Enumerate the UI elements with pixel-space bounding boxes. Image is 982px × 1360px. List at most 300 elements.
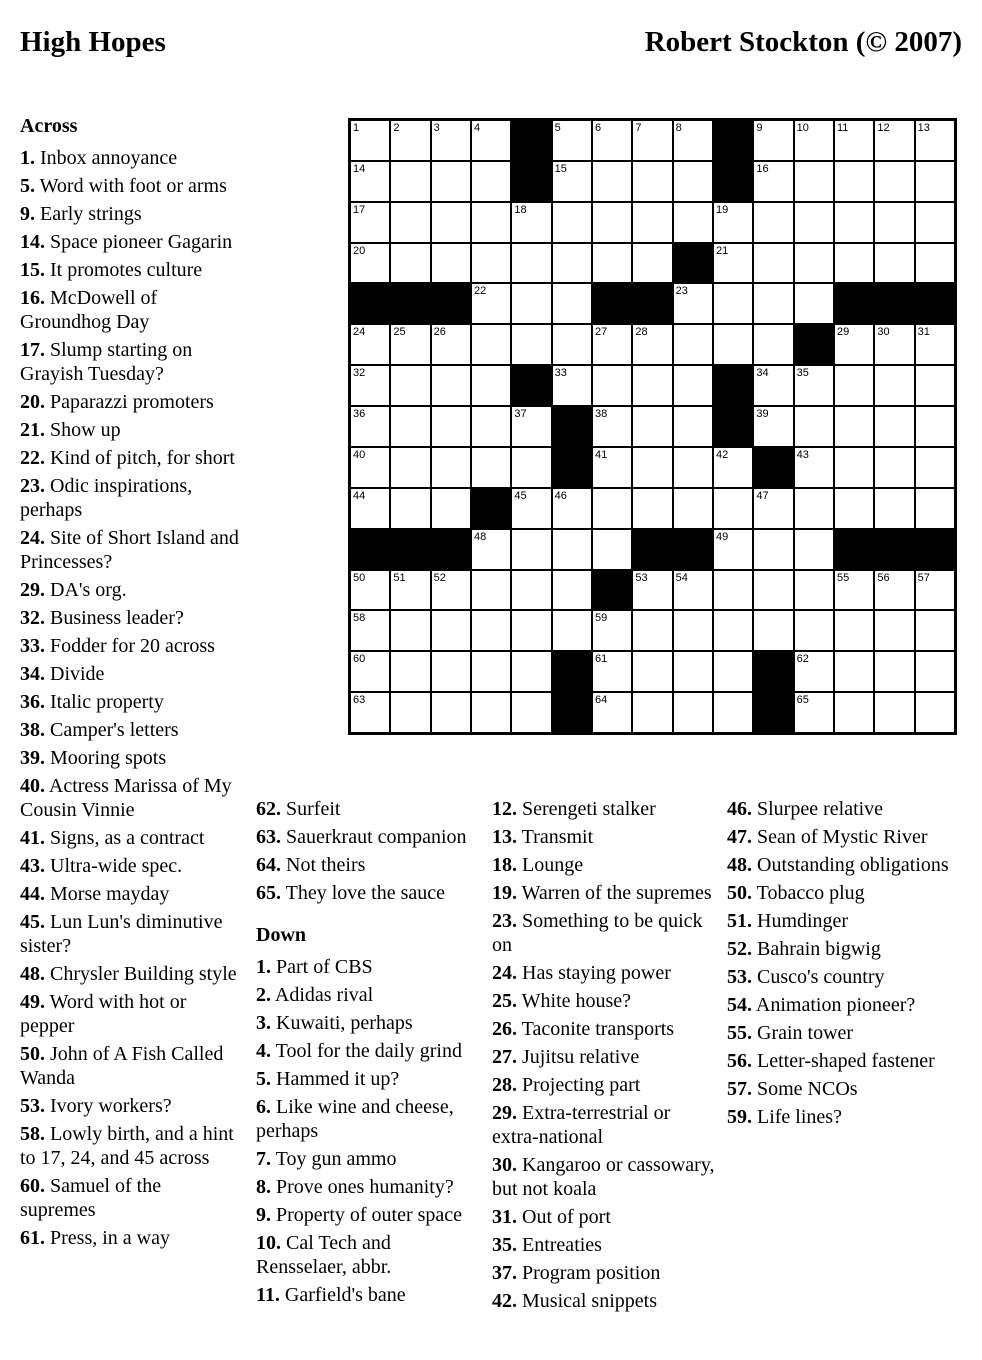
clue-number: 61. [20,1227,45,1249]
grid-cell[interactable] [835,407,873,446]
grid-cell[interactable] [553,366,591,405]
cell-number: 29 [836,326,850,339]
cell-number: 42 [715,448,729,461]
grid-cell[interactable] [553,571,591,610]
grid-cell[interactable] [795,489,833,528]
grid-cell[interactable] [835,244,873,283]
clue-down-42: 42. Musical snippets [492,1290,657,1312]
grid-cell[interactable] [512,652,550,691]
cell-number: 48 [473,530,487,543]
grid-cell[interactable] [795,652,833,691]
grid-cell[interactable] [553,489,591,528]
grid-cell[interactable] [391,203,429,242]
grid-cell-black [754,448,792,487]
grid-cell[interactable] [391,611,429,650]
grid-cell[interactable] [714,284,752,323]
grid-cell[interactable] [754,203,792,242]
grid-cell[interactable] [553,325,591,364]
clue-number: 19. [492,882,517,904]
clue-across-49: 49. Word with hot or pepper [20,991,187,1037]
grid-cell[interactable] [351,162,389,201]
grid-cell[interactable] [754,325,792,364]
grid-cell[interactable] [351,693,389,732]
grid-cell[interactable] [472,162,510,201]
grid-cell-black [633,284,671,323]
cell-number: 54 [675,571,688,584]
grid-cell[interactable] [351,325,389,364]
grid-cell-black [391,284,429,323]
grid-cell[interactable] [674,284,712,323]
grid-cell[interactable] [432,325,470,364]
grid-cell[interactable] [633,325,671,364]
grid-cell[interactable] [553,162,591,201]
clue-down-37: 37. Program position [492,1262,661,1284]
cell-number: 62 [796,653,809,666]
grid-cell[interactable] [593,530,631,569]
grid-cell[interactable] [916,407,954,446]
clue-number: 2. [256,984,271,1006]
grid-cell-black [553,448,591,487]
grid-cell[interactable] [432,121,470,160]
grid-cell-black [754,693,792,732]
clue-number: 8. [256,1176,271,1198]
clue-down-28: 28. Projecting part [492,1074,641,1096]
clue-number: 29. [20,579,45,601]
grid-cell[interactable] [714,693,752,732]
grid-cell[interactable] [472,407,510,446]
grid-cell[interactable] [391,244,429,283]
cell-number: 1 [353,122,360,134]
grid-cell[interactable] [714,489,752,528]
grid-cell[interactable] [593,611,631,650]
grid-cell-black [472,489,510,528]
grid-cell[interactable] [472,571,510,610]
grid-cell[interactable] [593,693,631,732]
grid-cell[interactable] [875,571,913,610]
grid-cell[interactable] [714,652,752,691]
grid-cell[interactable] [795,284,833,323]
grid-cell[interactable] [916,571,954,610]
clue-down-3: 3. Kuwaiti, perhaps [256,1012,413,1034]
grid-cell-black [835,530,873,569]
clue-across-58: 58. Lowly birth, and a hint to 17, 24, and 45 across [20,1123,234,1169]
grid-cell-black [714,162,752,201]
grid-cell[interactable] [472,611,510,650]
grid-cell[interactable] [714,611,752,650]
cell-number: 46 [554,489,567,502]
grid-cell[interactable] [512,325,550,364]
grid-cell-black [633,530,671,569]
grid-cell-black [512,162,550,201]
clue-number: 30. [492,1154,517,1176]
grid-cell[interactable] [875,162,913,201]
grid-cell[interactable] [553,284,591,323]
clue-across-65: 65. They love the sauce [256,882,446,904]
clue-across-15: 15. It promotes culture [20,259,203,281]
grid-cell[interactable] [472,284,510,323]
grid-cell[interactable] [674,407,712,446]
clue-number: 43. [20,855,45,877]
grid-cell[interactable] [795,693,833,732]
grid-cell[interactable] [633,571,671,610]
grid-cell[interactable] [754,489,792,528]
grid-cell[interactable] [835,693,873,732]
grid-cell[interactable] [916,244,954,283]
cell-number: 13 [917,122,930,134]
grid-cell[interactable] [633,121,671,160]
clue-number: 32. [20,607,45,629]
clue-across-41: 41. Signs, as a contract [20,827,205,849]
grid-cell[interactable] [674,121,712,160]
grid-cell[interactable] [633,203,671,242]
grid-cell[interactable] [351,244,389,283]
grid-cell[interactable] [835,366,873,405]
grid-cell[interactable] [351,407,389,446]
grid-cell[interactable] [754,407,792,446]
grid-cell[interactable] [633,407,671,446]
grid-cell-black [432,530,470,569]
clue-across-60: 60. Samuel of the supremes [20,1175,162,1221]
grid-cell[interactable] [916,448,954,487]
grid-cell[interactable] [432,571,470,610]
grid-cell[interactable] [512,284,550,323]
grid-cell[interactable] [553,203,591,242]
grid-cell[interactable] [391,366,429,405]
grid-cell[interactable] [875,448,913,487]
clue-down-4: 4. Tool for the daily grind [256,1040,462,1062]
cell-number: 63 [353,694,366,707]
across-heading: Across [20,115,78,137]
grid-cell[interactable] [472,693,510,732]
grid-cell[interactable] [351,611,389,650]
grid-cell[interactable] [875,244,913,283]
grid-cell[interactable] [714,571,752,610]
grid-cell[interactable] [754,366,792,405]
grid-cell[interactable] [875,693,913,732]
grid-cell[interactable] [835,203,873,242]
cell-number: 34 [756,367,769,380]
grid-cell[interactable] [391,121,429,160]
grid-cell-black [714,407,752,446]
clue-number: 26. [492,1018,517,1040]
grid-cell[interactable] [553,121,591,160]
grid-cell[interactable] [351,571,389,610]
grid-cell[interactable] [795,571,833,610]
grid-cell[interactable] [351,489,389,528]
grid-cell[interactable] [432,244,470,283]
grid-cell[interactable] [593,121,631,160]
grid-cell[interactable] [472,448,510,487]
clue-number: 46. [727,798,752,820]
grid-cell[interactable] [351,448,389,487]
grid-cell[interactable] [391,162,429,201]
clue-number: 51. [727,910,752,932]
grid-cell[interactable] [795,530,833,569]
grid-cell[interactable] [754,530,792,569]
cell-number: 7 [635,122,642,134]
grid-cell[interactable] [795,121,833,160]
grid-cell[interactable] [432,407,470,446]
grid-cell[interactable] [512,530,550,569]
grid-cell[interactable] [593,489,631,528]
grid-cell[interactable] [714,325,752,364]
clue-number: 33. [20,635,45,657]
clue-number: 18. [492,854,517,876]
cell-number: 6 [594,122,602,134]
grid-cell[interactable] [351,366,389,405]
grid-cell[interactable] [512,571,550,610]
grid-cell[interactable] [754,284,792,323]
clue-number: 48. [727,854,752,876]
clue-number: 27. [492,1046,517,1068]
grid-cell[interactable] [512,611,550,650]
grid-cell[interactable] [835,162,873,201]
grid-cell[interactable] [754,121,792,160]
grid-cell[interactable] [633,244,671,283]
clue-number: 45. [20,911,45,933]
grid-cell[interactable] [593,203,631,242]
grid-cell[interactable] [391,652,429,691]
grid-cell[interactable] [795,407,833,446]
grid-cell-black [351,284,389,323]
clue-number: 23. [492,910,517,932]
grid-cell[interactable] [391,693,429,732]
grid-cell[interactable] [754,571,792,610]
grid-cell[interactable] [674,652,712,691]
grid-cell[interactable] [674,162,712,201]
grid-cell[interactable] [795,448,833,487]
grid-cell[interactable] [432,203,470,242]
grid-cell[interactable] [674,693,712,732]
clue-number: 35. [492,1234,517,1256]
grid-cell[interactable] [916,366,954,405]
clue-number: 25. [492,990,517,1012]
grid-cell[interactable] [593,448,631,487]
grid-cell[interactable] [351,652,389,691]
clue-column-3 [492,797,720,1317]
grid-cell[interactable] [674,448,712,487]
clue-down-19: 19. Warren of the supremes [492,882,712,904]
grid-cell-black [512,366,550,405]
down-clue-list-end [727,797,965,1129]
cell-number: 15 [554,162,567,175]
grid-cell[interactable] [472,203,510,242]
grid-cell[interactable] [351,121,389,160]
grid-cell[interactable] [432,611,470,650]
grid-cell-black [553,407,591,446]
grid-cell[interactable] [875,407,913,446]
grid-cell[interactable] [875,325,913,364]
grid-cell[interactable] [512,203,550,242]
cell-number: 59 [594,612,608,625]
grid-cell[interactable] [674,611,712,650]
grid-cell[interactable] [835,652,873,691]
grid-cell-black [553,652,591,691]
grid-cell[interactable] [633,366,671,405]
clue-down-2: 2. Adidas rival [256,984,374,1006]
grid-cell[interactable] [593,407,631,446]
grid-cell[interactable] [633,448,671,487]
clue-number: 3. [256,1012,271,1034]
grid-cell[interactable] [795,203,833,242]
grid-cell-black [916,530,954,569]
grid-cell[interactable] [391,325,429,364]
grid-cell[interactable] [512,448,550,487]
grid-cell[interactable] [633,489,671,528]
grid-cell-black [795,325,833,364]
clue-across-16: 16. McDowell of Groundhog Day [20,287,158,333]
grid-cell[interactable] [795,366,833,405]
clue-across-24: 24. Site of Short Island and Princesses? [20,527,239,573]
clue-across-38: 38. Camper's letters [20,719,179,741]
cell-number: 61 [594,653,608,666]
grid-cell[interactable] [391,407,429,446]
cell-number: 37 [514,408,527,421]
clue-number: 58. [20,1123,45,1145]
grid-cell[interactable] [432,693,470,732]
grid-cell[interactable] [835,448,873,487]
cell-number: 14 [353,162,366,175]
grid-cell[interactable] [795,244,833,283]
grid-cell[interactable] [835,489,873,528]
grid-cell[interactable] [593,652,631,691]
grid-cell[interactable] [754,244,792,283]
clue-across-45: 45. Lun Lun's diminutive sister? [20,911,223,957]
clue-column-1 [20,114,240,1254]
grid-cell[interactable] [472,244,510,283]
grid-cell[interactable] [593,325,631,364]
grid-cell[interactable] [472,652,510,691]
grid-cell[interactable] [916,652,954,691]
grid-cell[interactable] [674,571,712,610]
grid-cell[interactable] [633,693,671,732]
clue-number: 28. [492,1074,517,1096]
grid-cell[interactable] [835,121,873,160]
grid-cell[interactable] [754,611,792,650]
grid-cell[interactable] [391,448,429,487]
clue-number: 12. [492,798,517,820]
grid-cell[interactable] [553,244,591,283]
clue-across-29: 29. DA's org. [20,579,127,601]
clue-number: 50. [20,1043,45,1065]
grid-cell[interactable] [432,652,470,691]
grid-cell[interactable] [593,162,631,201]
grid-cell-black [754,652,792,691]
clue-down-23: 23. Something to be quick on [492,910,703,956]
grid-cell[interactable] [835,325,873,364]
cell-number: 25 [393,326,406,339]
grid-cell[interactable] [916,162,954,201]
clue-across-40: 40. Actress Marissa of My Cousin Vinnie [20,775,232,821]
grid-cell[interactable] [472,366,510,405]
grid-cell[interactable] [835,571,873,610]
grid-cell[interactable] [512,693,550,732]
grid-cell[interactable] [351,203,389,242]
clue-number: 48. [20,963,45,985]
grid-cell-black [512,121,550,160]
grid-cell[interactable] [875,203,913,242]
clue-number: 50. [727,882,752,904]
clue-down-56: 56. Letter-shaped fastener [727,1050,935,1072]
grid-cell[interactable] [512,244,550,283]
grid-cell[interactable] [875,652,913,691]
clue-number: 1. [20,147,35,169]
cell-number: 64 [594,694,608,707]
grid-cell[interactable] [472,121,510,160]
grid-cell[interactable] [795,162,833,201]
grid-cell[interactable] [875,121,913,160]
grid-cell[interactable] [472,325,510,364]
grid-cell[interactable] [754,162,792,201]
crossword-grid [348,118,957,735]
grid-cell[interactable] [633,162,671,201]
grid-cell[interactable] [553,611,591,650]
grid-cell[interactable] [674,325,712,364]
grid-cell[interactable] [916,693,954,732]
grid-cell[interactable] [633,652,671,691]
clue-number: 41. [20,827,45,849]
clue-number: 6. [256,1096,271,1118]
grid-cell[interactable] [916,611,954,650]
grid-cell[interactable] [916,203,954,242]
clue-number: 52. [727,938,752,960]
cell-number: 23 [675,285,688,298]
grid-cell[interactable] [835,611,873,650]
grid-cell[interactable] [593,244,631,283]
grid-cell[interactable] [512,489,550,528]
grid-cell[interactable] [674,366,712,405]
grid-cell[interactable] [875,489,913,528]
grid-cell-black [714,366,752,405]
grid-cell[interactable] [432,162,470,201]
grid-cell[interactable] [795,611,833,650]
cell-number: 40 [353,448,366,461]
clue-number: 16. [20,287,45,309]
cell-number: 56 [877,571,890,584]
grid-cell[interactable] [633,611,671,650]
grid-cell[interactable] [875,366,913,405]
grid-cell[interactable] [714,244,752,283]
clue-down-12: 12. Serengeti stalker [492,798,656,820]
grid-cell[interactable] [714,530,752,569]
grid-cell[interactable] [593,366,631,405]
grid-cell[interactable] [472,530,510,569]
grid-cell[interactable] [391,489,429,528]
grid-cell[interactable] [714,203,752,242]
clue-number: 47. [727,826,752,848]
grid-cell[interactable] [916,121,954,160]
grid-cell[interactable] [432,489,470,528]
clue-down-25: 25. White house? [492,990,632,1012]
grid-cell[interactable] [553,530,591,569]
grid-cell[interactable] [512,407,550,446]
grid-cell[interactable] [916,489,954,528]
grid-cell[interactable] [674,489,712,528]
clue-across-14: 14. Space pioneer Gagarin [20,231,233,253]
grid-cell[interactable] [432,366,470,405]
grid-cell[interactable] [674,203,712,242]
clue-number: 9. [256,1204,271,1226]
grid-cell[interactable] [916,325,954,364]
grid-cell-black [674,530,712,569]
cell-number: 31 [917,326,930,339]
grid-cell[interactable] [391,571,429,610]
grid-cell[interactable] [714,448,752,487]
cell-number: 3 [433,122,440,134]
clue-down-13: 13. Transmit [492,826,594,848]
grid-cell[interactable] [432,448,470,487]
grid-cell[interactable] [875,611,913,650]
